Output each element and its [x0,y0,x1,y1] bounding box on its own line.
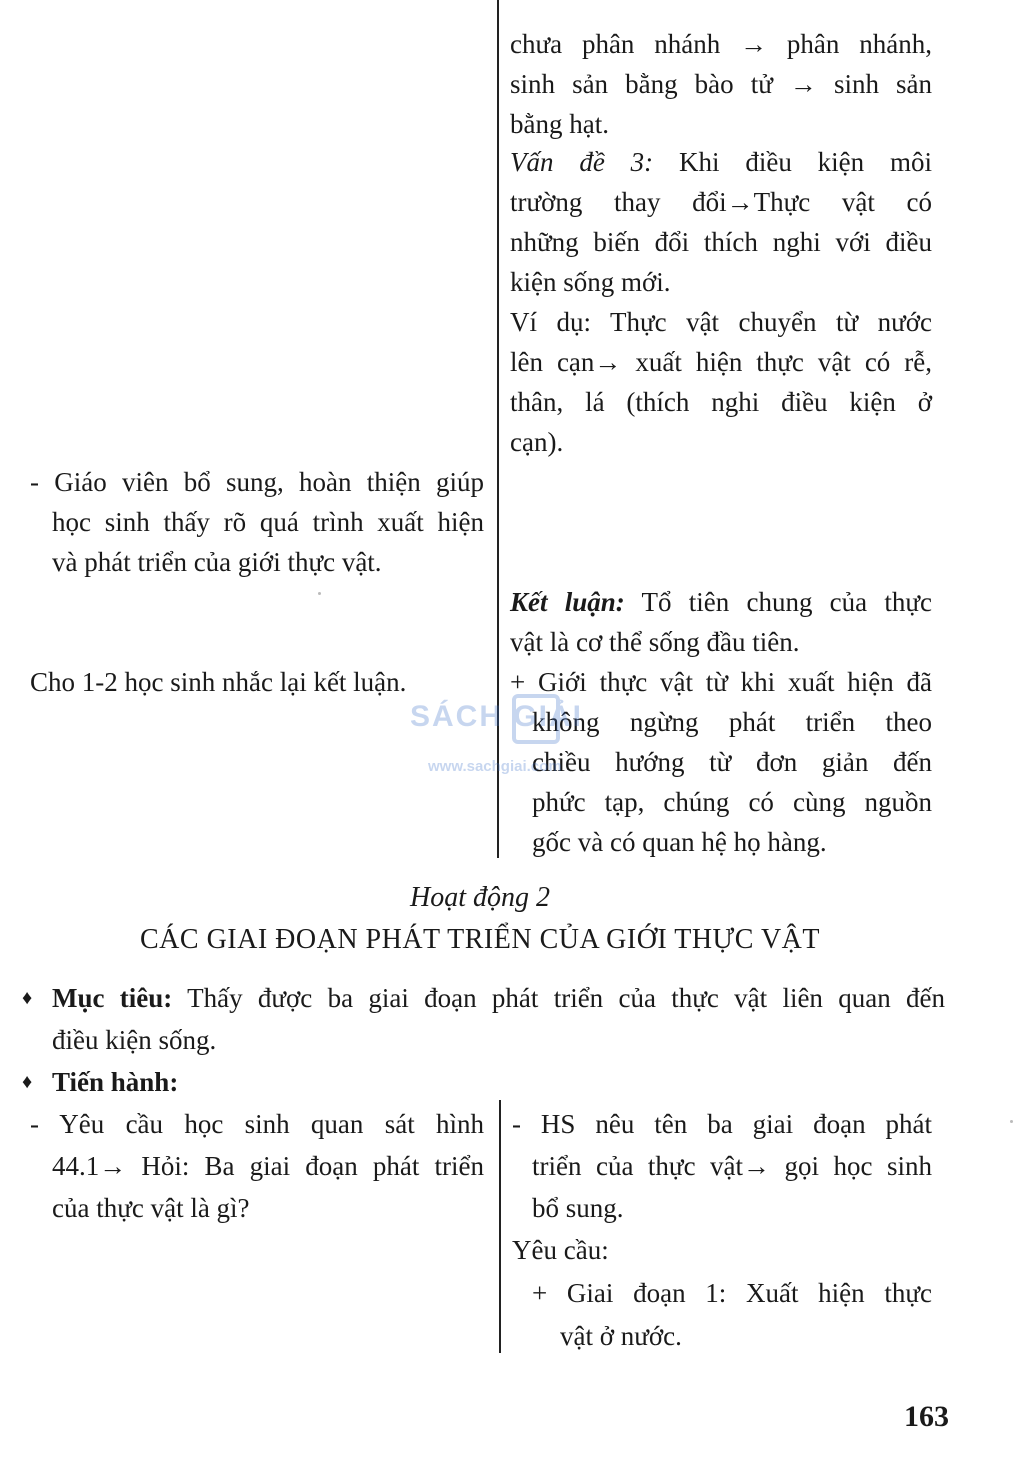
bottom-left-line-1: - Yêu cầu học sinh quan sát hình [30,1109,484,1139]
stage-line-2: vật ở nước. [560,1321,682,1351]
conclusion-line-2: vật là cơ thể sống đầu tiên. [510,627,800,657]
objective-text: Thấy được ba giai đoạn phát triển của thực vật liên quan đến [187,983,945,1013]
conclusion-text: Tổ tiên chung của thực [641,587,932,617]
procedure-bullet-icon: ♦ [22,1071,33,1093]
stage-line-1: + Giai đoạn 1: Xuất hiện thực [532,1278,932,1308]
top-table-divider [497,0,499,858]
plus-line-5: gốc và có quan hệ họ hàng. [532,827,827,857]
right-line-1: chưa phân nhánh → phân nhánh, [510,29,932,59]
bottom-table-divider [499,1100,501,1353]
conclusion-line-1 [510,582,932,622]
requirement-label: Yêu cầu: [512,1235,609,1265]
recall-line: Cho 1-2 học sinh nhắc lại kết luận. [30,667,407,697]
activity-title: Hoạt động 2 [410,882,550,913]
objective-bullet-icon: ♦ [22,987,33,1009]
plus-line-1: + Giới thực vật từ khi xuất hiện đã [510,667,932,697]
bottom-right-line-1: - HS nêu tên ba giai đoạn phát [512,1109,932,1139]
right-line-2: sinh sản bằng bào tử → sinh sản [510,69,932,99]
objective-line-1 [52,978,945,1018]
activity-heading: CÁC GIAI ĐOẠN PHÁT TRIỂN CỦA GIỚI THỰC VẬT [140,924,820,955]
issue-3-text: Khi điều kiện môi [679,147,932,177]
plus-line-3: chiều hướng từ đơn giản đến [532,747,932,777]
right-line-3: bằng hạt. [510,109,609,139]
page-number: 163 [904,1400,949,1433]
plus-line-4: phức tạp, chúng có cùng nguồn [532,787,932,817]
right-line-7: kiện sống mới. [510,267,671,297]
teacher-line-3: và phát triển của giới thực vật. [52,547,382,577]
right-line-11: cạn). [510,427,564,457]
plus-line-2: không ngừng phát triển theo [532,707,932,737]
right-line-9: lên cạn→ xuất hiện thực vật có rễ, [510,347,932,377]
teacher-line-2: học sinh thấy rõ quá trình xuất hiện [52,507,484,537]
right-line-8: Ví dụ: Thực vật chuyển từ nước [510,307,932,337]
teacher-line-1: - Giáo viên bổ sung, hoàn thiện giúp [30,467,484,497]
watermark-url: www.sachgiai.com [428,758,562,775]
scan-speck [318,592,321,595]
scan-speck [1010,1120,1013,1123]
right-line-5: trường thay đổi→Thực vật có [510,187,932,217]
right-line-6: những biến đổi thích nghi với điều [510,227,932,257]
bottom-left-line-2: 44.1→ Hỏi: Ba giai đoạn phát triển [52,1151,484,1181]
conclusion-label: Kết luận: [510,587,625,617]
right-line-10: thân, lá (thích nghi điều kiện ở [510,387,932,417]
issue-3-line [510,142,932,182]
issue-3-label: Vấn đề 3: [510,147,654,177]
bottom-right-line-3: bổ sung. [532,1193,624,1223]
objective-line-2: điều kiện sống. [52,1025,217,1055]
objective-label: Mục tiêu: [52,983,173,1013]
bottom-right-line-2: triển của thực vật→ gọi học sinh [532,1151,932,1181]
watermark-brand: SÁCH GIẢI [410,700,584,733]
bottom-left-line-3: của thực vật là gì? [52,1193,250,1223]
procedure-label: Tiến hành: [52,1067,179,1097]
